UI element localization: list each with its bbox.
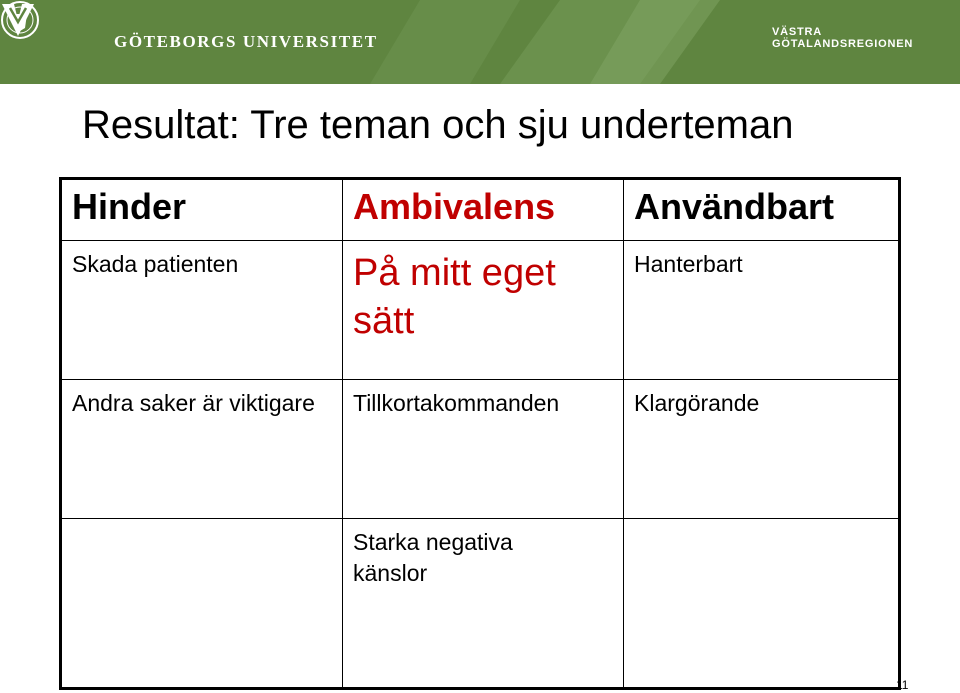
table-cell [61, 380, 343, 519]
subtheme: Skada patienten [72, 251, 239, 277]
slide-title: Resultat: Tre teman och sju underteman [82, 103, 794, 147]
table-row [61, 241, 900, 380]
table-row [61, 519, 900, 689]
subtheme: Klargörande [634, 390, 760, 416]
subtheme: Starka negativa känslor [353, 529, 513, 586]
header-cell [624, 179, 900, 241]
table-cell [61, 241, 343, 380]
region-name-line1: VÄSTRA [772, 26, 823, 38]
table-cell [624, 380, 900, 519]
table-cell [624, 241, 900, 380]
university-name: GÖTEBORGS UNIVERSITET [114, 32, 378, 51]
table-cell [343, 380, 624, 519]
header-cell [343, 179, 624, 241]
subtheme: Tillkortakommanden [353, 390, 560, 416]
table-cell [343, 241, 624, 380]
region-logo-icon [0, 0, 36, 38]
theme-anvandbart: Användbart [634, 186, 835, 227]
table-cell-empty [61, 519, 343, 689]
region-name-line2: GÖTALANDSREGIONEN [772, 38, 914, 50]
region-name [772, 26, 913, 50]
table-cell [343, 519, 624, 689]
table-row [61, 380, 900, 519]
subtheme: Hanterbart [634, 251, 743, 277]
table-header-row [61, 179, 900, 241]
theme-hinder: Hinder [72, 186, 187, 227]
header-cell [61, 179, 343, 241]
theme-ambivalens: Ambivalens [353, 186, 556, 227]
subtheme-highlight: På mitt eget sätt [353, 252, 556, 342]
table-cell-empty [624, 519, 900, 689]
subtheme: Andra saker är viktigare [72, 390, 315, 416]
header-banner [0, 0, 960, 84]
themes-table [59, 177, 901, 690]
page-number: 11 [896, 678, 909, 692]
